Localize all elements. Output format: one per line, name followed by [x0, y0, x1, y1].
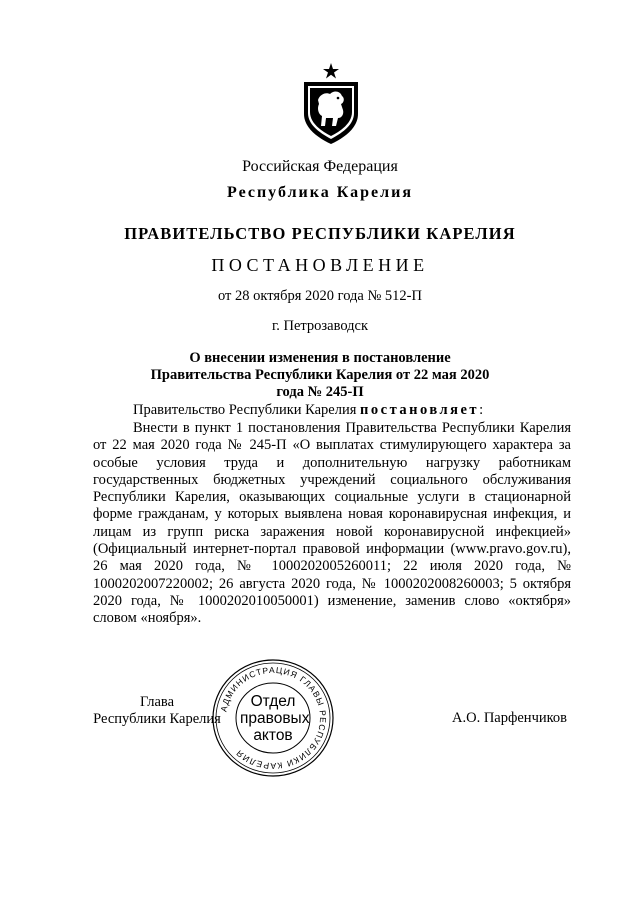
signature-title-line2: Республики Карелия [93, 711, 221, 727]
stamp-line2: правовых [240, 710, 310, 727]
signatory-name: А.О. Парфенчиков [452, 710, 568, 726]
signature-title [93, 694, 221, 728]
intro-suffix: : [479, 402, 484, 418]
intro-line [93, 402, 571, 419]
main-paragraph: Внести в пункт 1 постановления Правительства Республики Карелия от 22 мая 2020 года № 245-П «О выплатах стимулирующего характера за особые условия труда и дополнительную нагрузку работникам государственных бюджетных учреждений социального обслуживания Республики Карелия, оказывающих социальные услуги в стационарной форме гражданам, у которых выявлена новая коронавирусная инфекция, и лицам из групп риска заражения новой коронавирусной инфекцией» (Официальный интернет-портал правовой информации (www.pravo.gov.ru), 26 мая 2020 года, № 1000202005260011; 22 июля 2020 года, № 1000202007220002; 26 августа 2020 года, № 1000202008260003; 5 октября 2020 года, № 1000202010050001) изменение, заменив слово «октября» словом «ноября». [93, 420, 571, 627]
republic-name: Республика Карелия [227, 184, 413, 201]
city: г. Петрозаводск [271, 318, 369, 334]
document-date-number: от 28 октября 2020 года № 512-П [218, 288, 422, 304]
intro-prefix: Правительство Республики Карелия [133, 402, 361, 418]
document-subject: О внесении изменения в постановление Правительства Республики Карелия от 22 мая 2020 года № 245-П [150, 350, 490, 400]
karelia-coat-of-arms-icon [298, 62, 364, 146]
stamp-line3: актов [253, 727, 293, 744]
government-title: ПРАВИТЕЛЬСТВО РЕСПУБЛИКИ КАРЕЛИЯ [124, 224, 516, 243]
stamp-line1: Отдел [250, 693, 296, 710]
stamp-ring-text: АДМИНИСТРАЦИЯ ГЛАВЫ РЕСПУБЛИКИ КАРЕЛИЯ [218, 664, 329, 772]
document-type: ПОСТАНОВЛЕНИЕ [211, 255, 429, 275]
country-name: Российская Федерация [242, 158, 398, 175]
stamp-label [240, 693, 310, 744]
intro-action: постановляет [360, 402, 480, 418]
signature-title-line1: Глава [139, 694, 175, 710]
